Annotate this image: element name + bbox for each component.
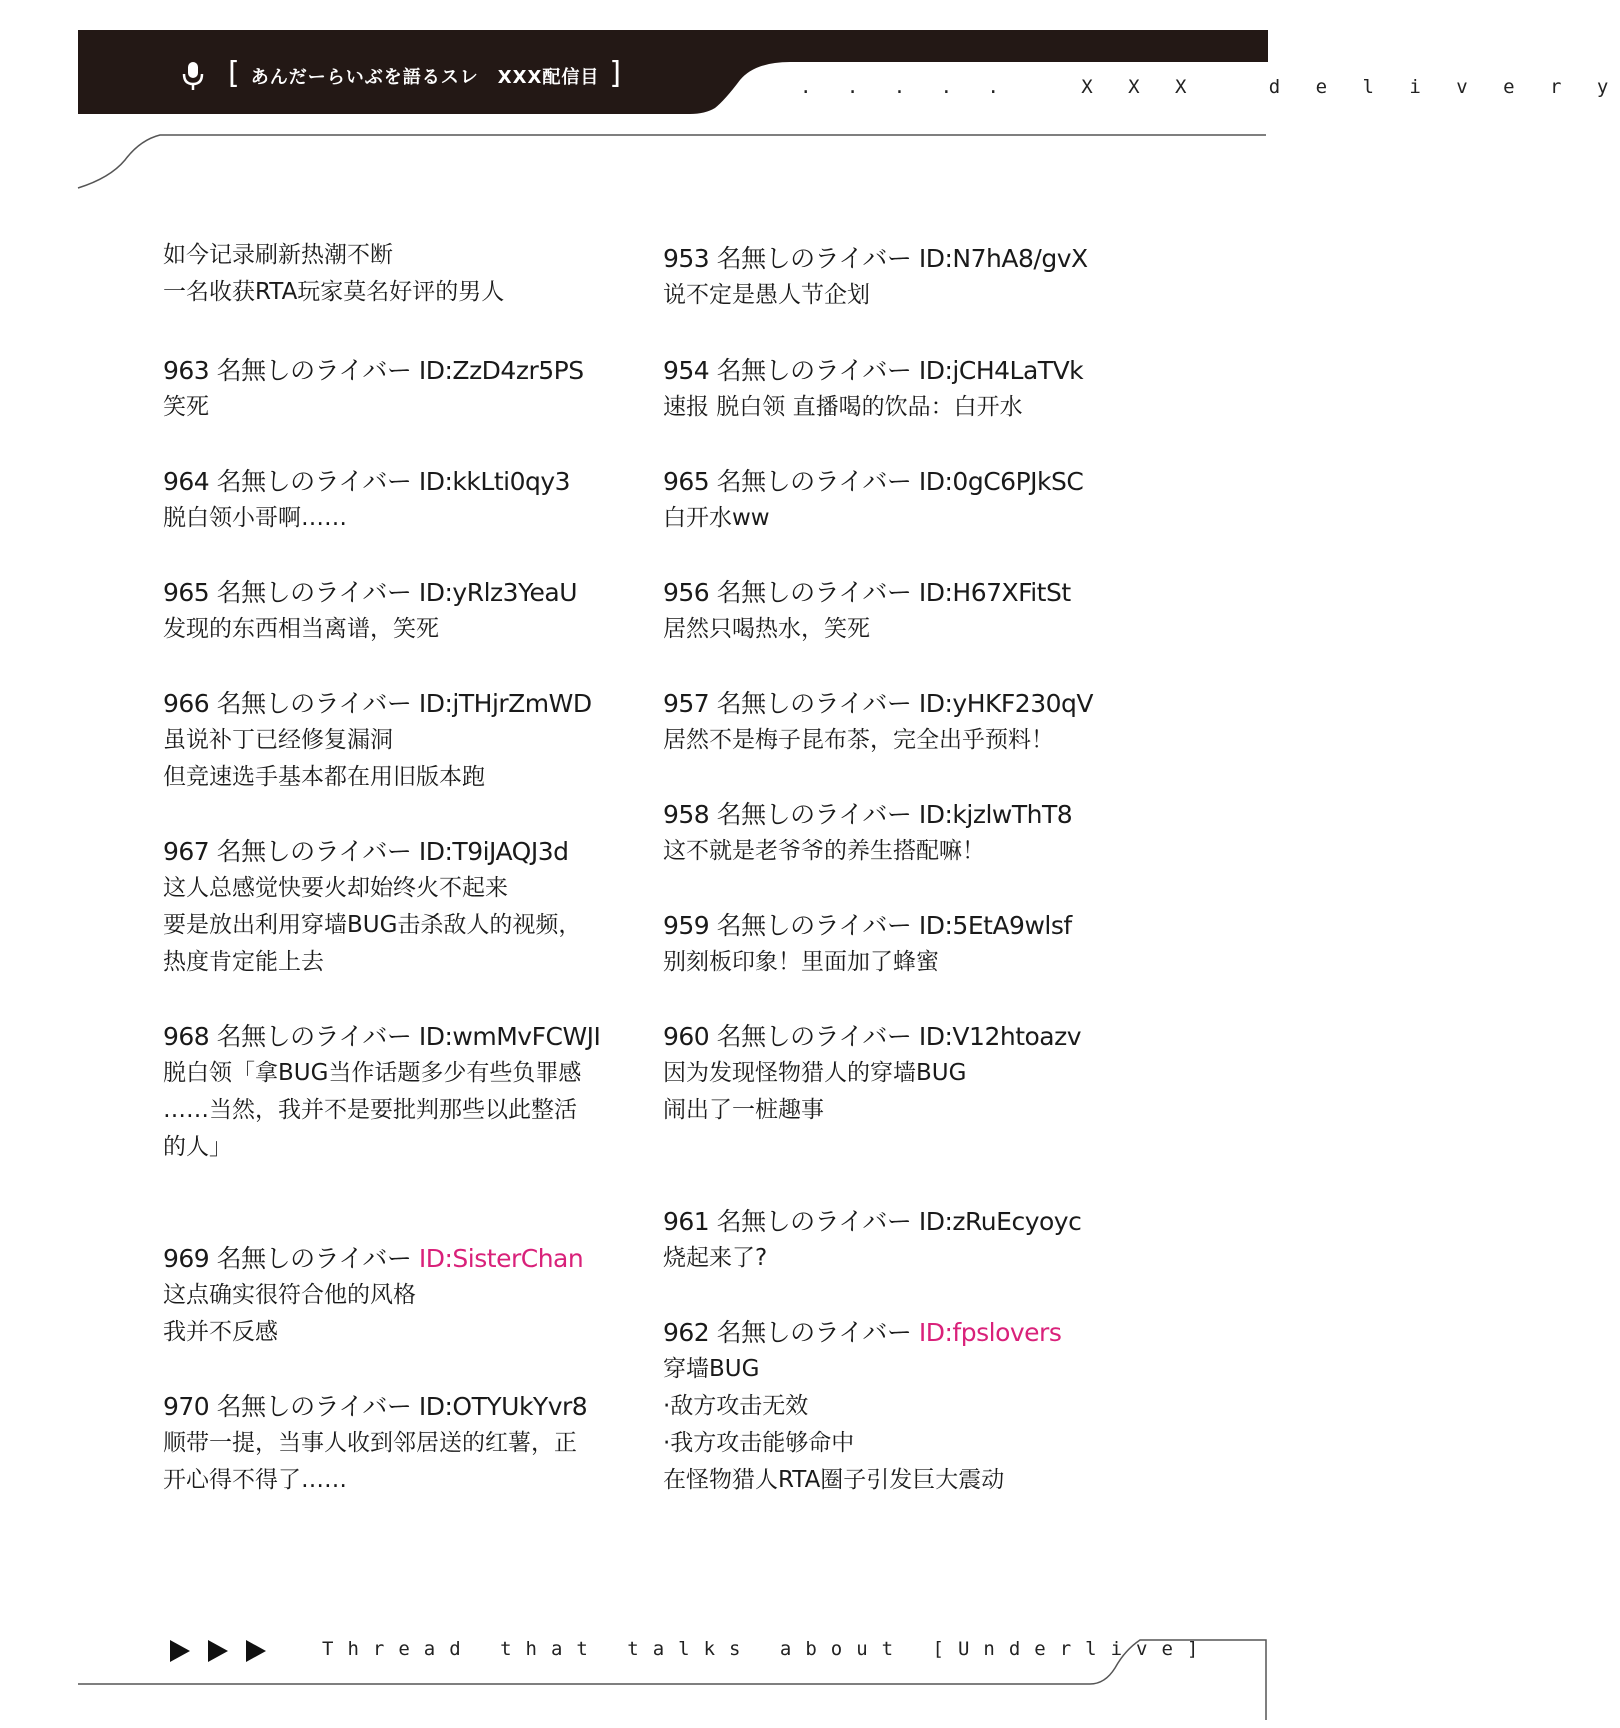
footer-text: Thread that talks about [Underlive]: [322, 1638, 1213, 1660]
post-header: [663, 685, 1123, 722]
poster-name: 名無しのライバー: [216, 578, 412, 607]
right-bracket: ]: [609, 56, 623, 91]
post-line: 热度肯定能上去: [163, 949, 324, 975]
post-number: 954: [663, 356, 710, 385]
post-number: 956: [663, 578, 710, 607]
post-line: 要是放出利用穿墙BUG击杀敌人的视频，: [163, 912, 582, 938]
poster-id: ID:jCH4LaTVk: [918, 356, 1084, 385]
post: [663, 796, 1123, 870]
play-arrow-icon: [208, 1640, 228, 1662]
post-number: 962: [663, 1318, 710, 1347]
poster-name: 名無しのライバー: [716, 467, 912, 496]
poster-name: 名無しのライバー: [216, 356, 412, 385]
post-header: [663, 907, 1123, 944]
post: [663, 463, 1123, 537]
post-header: [163, 1240, 623, 1277]
footer-arrows: [170, 1640, 266, 1662]
post: [163, 352, 623, 426]
post-number: 959: [663, 911, 710, 940]
post-number: 957: [663, 689, 710, 718]
post-line: ·敌方攻击无效: [663, 1393, 809, 1419]
post-line: 脱白领小哥啊……: [163, 505, 347, 531]
poster-name: 名無しのライバー: [216, 1244, 412, 1273]
post: [163, 463, 623, 537]
poster-name: 名無しのライバー: [716, 244, 912, 273]
post-number: 963: [163, 356, 210, 385]
post-header: [663, 463, 1123, 500]
intro-line: 如今记录刷新热潮不断: [163, 242, 393, 268]
poster-id: ID:yRlz3YeaU: [418, 578, 578, 607]
post-header: [163, 463, 623, 500]
post-line: ……当然，我并不是要批判那些以此整活: [163, 1097, 577, 1123]
post-number: 969: [163, 1244, 210, 1273]
poster-name: 名無しのライバー: [216, 837, 412, 866]
post-line: 这不就是老爷爷的养生搭配嘛！: [663, 838, 985, 864]
poster-name: 名無しのライバー: [716, 1207, 912, 1236]
post-line: 的人」: [163, 1134, 232, 1160]
post-header: [663, 796, 1123, 833]
post-header: [163, 1018, 623, 1055]
post-line: 但竞速选手基本都在用旧版本跑: [163, 764, 485, 790]
poster-id: ID:yHKF230qV: [918, 689, 1093, 718]
post: [163, 1388, 623, 1499]
post-line: 因为发现怪物猎人的穿墙BUG: [663, 1060, 967, 1086]
poster-name: 名無しのライバー: [716, 800, 912, 829]
post-number: 953: [663, 244, 710, 273]
post-header: [163, 352, 623, 389]
post: [163, 685, 623, 796]
poster-id: ID:jTHjrZmWD: [418, 689, 592, 718]
post-header: [663, 240, 1123, 277]
post-line: 穿墙BUG: [663, 1356, 760, 1382]
post-line: 脱白领「拿BUG当作话题多少有些负罪感: [163, 1060, 582, 1086]
play-arrow-icon: [246, 1640, 266, 1662]
post-line: 闹出了一桩趣事: [663, 1097, 824, 1123]
play-arrow-icon: [170, 1640, 190, 1662]
post-header: [663, 352, 1123, 389]
poster-id: ID:0gC6PJkSC: [918, 467, 1084, 496]
post-line: 说不定是愚人节企划: [663, 282, 870, 308]
poster-id: ID:V12htoazv: [918, 1022, 1082, 1051]
post: [663, 352, 1123, 426]
post-header: [663, 1314, 1123, 1351]
post: [163, 1240, 623, 1351]
poster-name: 名無しのライバー: [216, 689, 412, 718]
post-number: 965: [663, 467, 710, 496]
post-line: 发现的东西相当离谱，笑死: [163, 616, 439, 642]
post-line: 速报 脱白领 直播喝的饮品：白开水: [663, 394, 1023, 420]
post-number: 970: [163, 1392, 210, 1421]
poster-id: ID:zRuEcyoyc: [918, 1207, 1082, 1236]
poster-id: ID:kjzlwThT8: [918, 800, 1073, 829]
post-line: 开心得不得了……: [163, 1467, 347, 1493]
poster-id: ID:fpslovers: [918, 1318, 1062, 1347]
post: [663, 1203, 1123, 1277]
poster-name: 名無しのライバー: [716, 1022, 912, 1051]
post-line: 在怪物猎人RTA圈子引发巨大震动: [663, 1467, 1005, 1493]
post: [663, 574, 1123, 648]
post-number: 965: [163, 578, 210, 607]
microphone-icon: [180, 60, 206, 92]
poster-name: 名無しのライバー: [716, 578, 912, 607]
post-number: 960: [663, 1022, 710, 1051]
poster-name: 名無しのライバー: [216, 1022, 412, 1051]
header-subtitle: . . . . . X X X d e l i v e r y: [800, 76, 1620, 98]
post: [663, 685, 1123, 759]
poster-id: ID:N7hA8/gvX: [918, 244, 1088, 273]
poster-id: ID:ZzD4zr5PS: [418, 356, 584, 385]
post-line: ·我方攻击能够命中: [663, 1430, 855, 1456]
poster-id: ID:wmMvFCWJI: [418, 1022, 601, 1051]
post: [663, 907, 1123, 981]
post-line: 居然只喝热水，笑死: [663, 616, 870, 642]
post-line: 这人总感觉快要火却始终火不起来: [163, 875, 508, 901]
post-number: 967: [163, 837, 210, 866]
poster-id: ID:SisterChan: [418, 1244, 584, 1273]
post-header: [163, 833, 623, 870]
poster-id: ID:H67XFitSt: [918, 578, 1071, 607]
post: [663, 1314, 1123, 1499]
post-line: 我并不反感: [163, 1319, 278, 1345]
post-number: 964: [163, 467, 210, 496]
post-line: 顺带一提，当事人收到邻居送的红薯，正: [163, 1430, 577, 1456]
poster-id: ID:OTYUkYvr8: [418, 1392, 588, 1421]
post-header: [663, 574, 1123, 611]
post-header: [163, 1388, 623, 1425]
post-line: 虽说补丁已经修复漏洞: [163, 727, 393, 753]
post: [163, 574, 623, 648]
header-rule: [78, 135, 1266, 188]
left-bracket: [: [228, 56, 241, 91]
poster-id: ID:5EtA9wlsf: [918, 911, 1072, 940]
post-header: [663, 1018, 1123, 1055]
post-header: [663, 1203, 1123, 1240]
intro-text: [163, 237, 623, 311]
post-number: 968: [163, 1022, 210, 1051]
intro-line: 一名收获RTA玩家莫名好评的男人: [163, 279, 505, 305]
post-line: 白开水ww: [663, 505, 770, 531]
poster-name: 名無しのライバー: [716, 689, 912, 718]
poster-name: 名無しのライバー: [216, 1392, 412, 1421]
post: [663, 1018, 1123, 1129]
thread-title: あんだーらいぶを語るスレ XXX配信目: [250, 67, 600, 88]
post: [163, 833, 623, 981]
poster-name: 名無しのライバー: [716, 911, 912, 940]
poster-id: ID:T9iJAQJ3d: [418, 837, 569, 866]
post-line: 烧起来了?: [663, 1245, 768, 1271]
poster-name: 名無しのライバー: [716, 356, 912, 385]
post-header: [163, 574, 623, 611]
post-line: 笑死: [163, 394, 209, 420]
poster-name: 名無しのライバー: [216, 467, 412, 496]
post-number: 961: [663, 1207, 710, 1236]
poster-name: 名無しのライバー: [716, 1318, 912, 1347]
post-number: 958: [663, 800, 710, 829]
post-header: [163, 685, 623, 722]
poster-id: ID:kkLti0qy3: [418, 467, 571, 496]
post-line: 居然不是梅子昆布茶，完全出乎预料！: [663, 727, 1054, 753]
post-number: 966: [163, 689, 210, 718]
post: [663, 240, 1123, 314]
post: [163, 1018, 623, 1166]
post-line: 别刻板印象！里面加了蜂蜜: [663, 949, 939, 975]
post-line: 这点确实很符合他的风格: [163, 1282, 416, 1308]
header-title: [180, 58, 632, 94]
